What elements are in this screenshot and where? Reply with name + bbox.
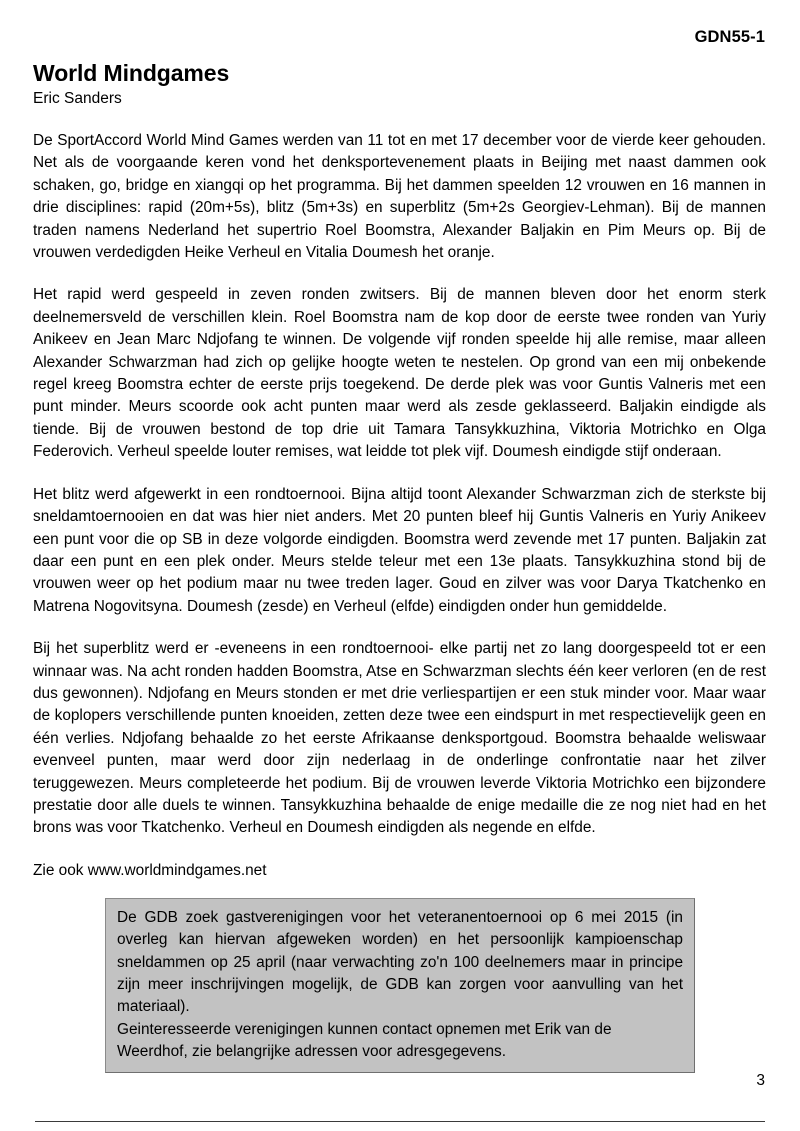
page-number: 3 xyxy=(756,1072,765,1089)
article-paragraph-2: Het rapid werd gespeeld in zeven ronden zwitsers. Bij de mannen bleven door het enorm sterk deelnemersveld de verschillen klein. Roel Boomstra nam de kop door de eerste twee ronden van Yuriy Anikeev en Jean Marc Ndjofang te winnen. De volgende vijf ronden speelde hij alle remise, maar alleen Alexander Schwarzman had zich op gelijke hoogte weten te nestelen. Op grond van een mij onbekende regel kreeg Boomstra echter de eerste prijs toegekend. De derde plek was voor Guntis Valneris met een punt minder. Meurs scoorde ook acht punten maar werd als zesde geklasseerd. Baljakin eindigde als tiende. Bij de vrouwen bestond de top drie uit Tamara Tansykkuzhina, Viktoria Motrichko en Olga Federovich. Verheul speelde louter remises, wat leidde tot plek vijf. Doumesh eindigde stijf onderaan. xyxy=(33,286,766,461)
article-paragraph-4: Bij het superblitz werd er -eveneens in een rondtoernooi- elke partij net zo lang doorgespeeld tot er een winnaar was. Na acht ronden hadden Boomstra, Atse en Schwarzman slechts één keer verloren (en de rest dus gewonnen). Ndjofang en Meurs stonden er met drie verliespartijen er een stuk minder voor. Maar waar de koplopers verschillende punten knoeiden, zetten deze twee een eindspurt in met respectievelijk geen en één verlies. Ndjofang behaalde zo het eerste Afrikaanse denksportgoud. Boomstra behaalde weliswaar evenveel punten, maar werd door zijn nederlaag in de onderlinge confrontatie naar het zilver teruggewezen. Meurs completeerde het podium. Bij de vrouwen leverde Viktoria Motrichko een bijzondere prestatie door alle duels te winnen. Tansykkuzhina behaalde de enige medaille die ze nog niet had en het brons was voor Tkatchenko. Verheul en Doumesh eindigden als negende en elfde. xyxy=(33,640,766,837)
article-paragraph-1: De SportAccord World Mind Games werden van 11 tot en met 17 december voor de vierde keer gehouden. Net als de voorgaande keren vond het denksportevenement plaats in Beijing met naast dammen ook schaken, go, bridge en xiangqi op het programma. Bij het dammen speelden 12 vrouwen en 16 mannen in drie disciplines: rapid (20m+5s), blitz (5m+3s) en superblitz (5m+2s Georgiev-Lehman). Bij de mannen traden namens Nederland het supertrio Roel Boomstra, Alexander Baljakin en Pim Meurs op. Bij de vrouwen verdedigden Heike Verheul en Vitalia Doumesh het oranje. xyxy=(33,132,766,262)
article-paragraph-3: Het blitz werd afgewerkt in een rondtoernooi. Bijna altijd toont Alexander Schwarzman zich de sterkste bij sneldamtoernooien en dat was hier niet anders. Met 20 punten bleef hij Guntis Valneris en Yuriy Anikeev een punt voor die op SB in deze volgorde eindigden. Boomstra werd zevende met 17 punten. Baljakin zat daar een punt en een plek onder. Meurs stelde teleur met een 13e plaats. Tansykkuzhina stond bij de vrouwen weer op het podium maar nu twee treden lager. Goud en zilver was voor Darya Tkatchenko en Matrena Nogovitsyna. Doumesh (zesde) en Verheul (elfde) eindigden onder hun gemiddelde. xyxy=(33,485,766,615)
author-byline: Eric Sanders xyxy=(33,90,122,108)
callout-paragraph-2: Geinteresseerde verenigingen kunnen contact opnemen met Erik van de Weerdhof, zie belangrijke adressen voor adresgegevens. xyxy=(117,1020,612,1060)
footer-rule xyxy=(35,1121,765,1122)
page-title: World Mindgames xyxy=(33,60,230,86)
document-header xyxy=(35,28,765,47)
callout-paragraph-1: De GDB zoek gastverenigingen voor het veteranentoernooi op 6 mei 2015 (in overleg kan hiervan afgeweken worden) en het persoonlijk kampioenschap sneldammen op 25 april (naar verwachting zo'n 100 deelnemers maar in principe zijn meer inschrijvingen mogelijk, de GDB kan zorgen voor aanvulling van het materiaal). xyxy=(117,909,683,1016)
article-body xyxy=(33,130,766,902)
title-block xyxy=(33,60,633,109)
document-code: GDN55-1 xyxy=(694,28,765,46)
callout-box xyxy=(105,898,695,1073)
see-also-line: Zie ook www.worldmindgames.net xyxy=(33,861,267,879)
